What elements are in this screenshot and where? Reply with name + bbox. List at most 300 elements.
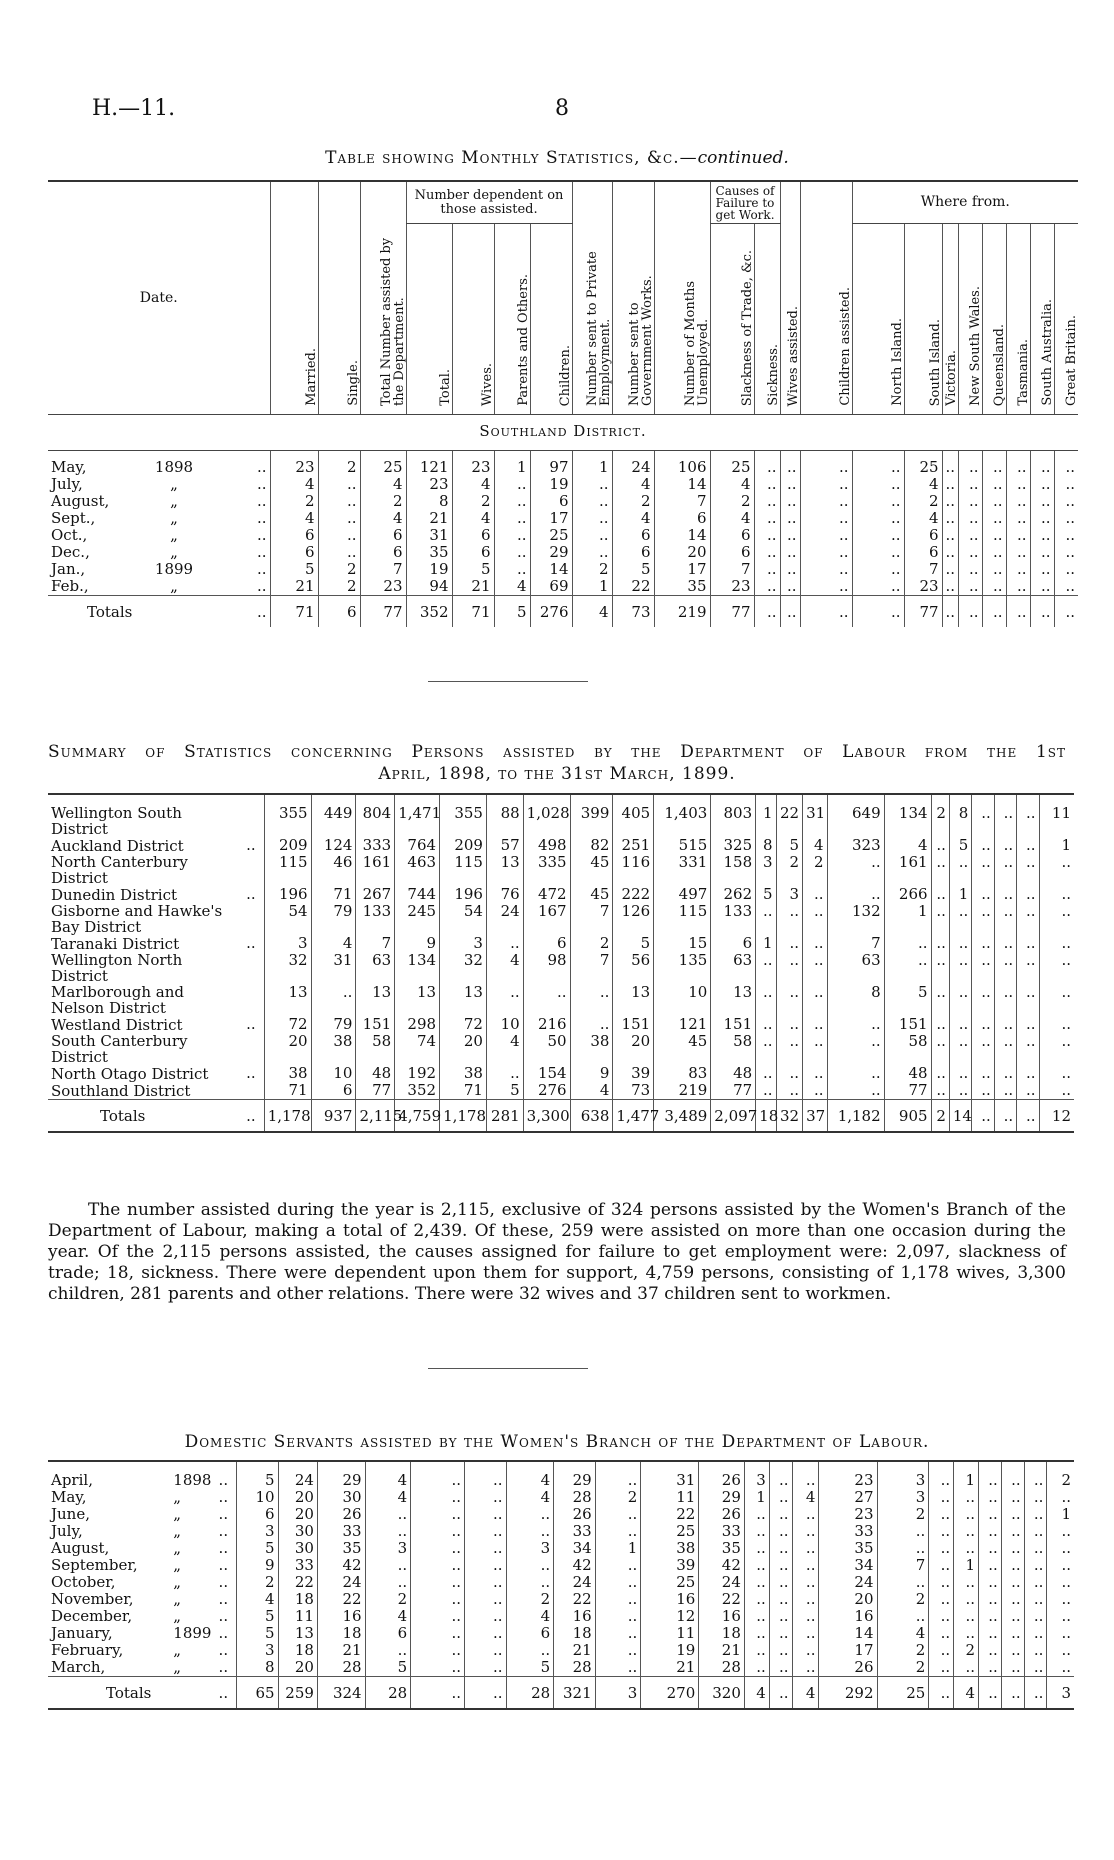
table-cell: ..	[931, 935, 949, 952]
table-cell: 744	[395, 886, 440, 903]
table-cell: 82	[570, 837, 613, 854]
table1-body	[48, 451, 1078, 628]
table-cell: 2	[877, 1642, 929, 1659]
table-cell: 58	[356, 1033, 395, 1065]
table-cell: ..	[994, 854, 1016, 886]
table-cell: ..	[979, 1557, 1002, 1574]
table-cell: ..	[803, 952, 827, 984]
header-wives: Wives.	[479, 362, 495, 406]
table-row	[48, 1540, 1074, 1557]
table-cell: ..	[465, 1557, 506, 1574]
table-cell: 4	[506, 1461, 554, 1489]
table-cell: ..	[1054, 544, 1078, 561]
table-cell: 45	[570, 886, 613, 903]
table-cell: ..	[931, 837, 949, 854]
totals-cell: 638	[570, 1100, 613, 1133]
table-cell: 24	[554, 1574, 595, 1591]
table-cell: 134	[884, 794, 931, 837]
table-cell: ..	[1047, 1608, 1074, 1625]
row-month: March,	[51, 1658, 106, 1676]
table-cell: ..	[929, 1574, 954, 1591]
table-cell: ..	[411, 1506, 465, 1523]
table-cell: ..	[1024, 1608, 1047, 1625]
table-cell: 3	[776, 886, 803, 903]
header-north-island: North Island.	[889, 318, 905, 406]
table-cell: 472	[523, 886, 570, 903]
table-cell: ..	[595, 1642, 641, 1659]
row-district: Taranaki District	[51, 934, 180, 953]
table-cell: ..	[954, 1540, 979, 1557]
table-cell: ..	[744, 1540, 769, 1557]
table-cell: ..	[1054, 561, 1078, 578]
table-cell: 11	[1039, 794, 1074, 837]
table-cell: ..	[769, 1540, 792, 1557]
table-cell: ..	[994, 903, 1016, 935]
table-cell: 29	[317, 1461, 365, 1489]
district-caption: Southland District.	[48, 415, 1078, 451]
table-cell: ..	[958, 451, 982, 477]
header-months: Number of Months Unemployed.	[682, 281, 711, 406]
row-date	[48, 527, 270, 544]
table-cell: ..	[1006, 544, 1030, 561]
table-cell: 4	[486, 952, 523, 984]
table-row	[48, 1489, 1074, 1506]
row-year-dots	[170, 1591, 236, 1608]
row-month: July,	[51, 475, 83, 493]
table-cell: ..	[572, 527, 612, 544]
table-cell: ..	[852, 527, 904, 544]
table-cell: 2	[570, 935, 613, 952]
table-cell: ..	[972, 984, 994, 1016]
table-cell: ..	[979, 1523, 1002, 1540]
table-cell: 24	[612, 451, 654, 477]
table-cell: 3	[237, 1523, 278, 1540]
table-cell: 38	[641, 1540, 699, 1557]
table-cell: ..	[486, 935, 523, 952]
row-month: May,	[51, 1488, 87, 1506]
row-month: September,	[51, 1556, 138, 1574]
table-cell: 2	[954, 1642, 979, 1659]
table-cell: ..	[982, 561, 1006, 578]
row-month: August,	[51, 1539, 110, 1557]
table-cell: 7	[827, 935, 884, 952]
table-cell: 116	[613, 854, 654, 886]
table-cell: ..	[1039, 1065, 1074, 1082]
table-cell: 18	[554, 1625, 595, 1642]
table-cell: 1	[595, 1540, 641, 1557]
row-district: South Canterbury District	[51, 1032, 188, 1066]
table-cell: 2	[904, 493, 942, 510]
table-cell: 3	[877, 1489, 929, 1506]
table-cell: 42	[317, 1557, 365, 1574]
header-total: Total.	[437, 369, 453, 406]
table-cell: ..	[958, 561, 982, 578]
table-cell: ..	[931, 984, 949, 1016]
table-cell: 35	[406, 544, 452, 561]
table-cell: 161	[884, 854, 931, 886]
table-cell: ..	[994, 794, 1016, 837]
table-cell: ..	[931, 886, 949, 903]
table-cell: ..	[365, 1574, 411, 1591]
table-cell: ..	[595, 1461, 641, 1489]
table-cell: 25	[710, 451, 754, 477]
totals-cell: 2,097	[711, 1100, 756, 1133]
row-district: Auckland District	[51, 836, 184, 855]
table-cell: ..	[852, 578, 904, 596]
table-cell: ..	[1054, 527, 1078, 544]
totals-cell: ..	[979, 1677, 1002, 1710]
table-cell: 63	[356, 952, 395, 984]
table-cell: 5	[776, 837, 803, 854]
table-cell: 5	[365, 1659, 411, 1677]
table-cell: ..	[769, 1659, 792, 1677]
table-row	[48, 510, 1078, 527]
table-cell: 6	[311, 1082, 356, 1100]
page-number: 8	[555, 96, 569, 121]
table-cell: ..	[1001, 1506, 1024, 1523]
table-cell: 23	[270, 451, 318, 477]
table-cell: 6	[365, 1625, 411, 1642]
row-dots: ..	[256, 543, 267, 561]
header-south-australia: South Australia.	[1039, 299, 1055, 406]
totals-cell: 14	[949, 1100, 971, 1133]
table-cell: ..	[744, 1557, 769, 1574]
row-month: Sept.,	[51, 509, 96, 527]
totals-cell: 321	[554, 1677, 595, 1710]
table-row	[48, 578, 1078, 596]
table-cell: ..	[1006, 451, 1030, 477]
table-cell: 33	[278, 1557, 317, 1574]
table-cell: ..	[1017, 1016, 1039, 1033]
table-cell: ..	[1054, 510, 1078, 527]
table-cell: 134	[395, 952, 440, 984]
table-cell: 4	[365, 1461, 411, 1489]
totals-cell: 352	[406, 596, 452, 628]
table-cell: 42	[554, 1557, 595, 1574]
table-cell: ..	[931, 854, 949, 886]
table-cell: 58	[884, 1033, 931, 1065]
table-cell: ..	[1024, 1574, 1047, 1591]
table-cell: 7	[904, 561, 942, 578]
table-cell: ..	[744, 1591, 769, 1608]
table-cell: 14	[654, 527, 710, 544]
table-cell: ..	[949, 984, 971, 1016]
table-cell: 4	[365, 1489, 411, 1506]
table-cell: 76	[486, 886, 523, 903]
row-dots: ..	[218, 1590, 229, 1608]
table-cell: 71	[311, 886, 356, 903]
table-cell: 5	[237, 1625, 278, 1642]
totals-cell: ..	[942, 596, 958, 628]
table-cell: 2	[237, 1574, 278, 1591]
table-cell: 2	[612, 493, 654, 510]
table-cell: ..	[979, 1489, 1002, 1506]
table-cell: 23	[904, 578, 942, 596]
table-cell: 22	[554, 1591, 595, 1608]
table-cell: 121	[406, 451, 452, 477]
table-cell: ..	[465, 1506, 506, 1523]
table-cell: ..	[942, 510, 958, 527]
table-cell: 154	[523, 1065, 570, 1082]
table-cell: ..	[318, 493, 360, 510]
table-cell: ..	[494, 476, 530, 493]
table-cell: ..	[942, 578, 958, 596]
table-cell: ..	[769, 1489, 792, 1506]
table-cell: 94	[406, 578, 452, 596]
totals-cell: ..	[1024, 1677, 1047, 1710]
table-cell: ..	[800, 451, 852, 477]
table-cell: ..	[949, 952, 971, 984]
table-cell: 6	[654, 510, 710, 527]
table-cell: 22	[641, 1506, 699, 1523]
table-cell: 4	[506, 1489, 554, 1506]
table-cell: 5	[506, 1659, 554, 1677]
row-dots: ..	[218, 1573, 229, 1591]
table-cell: 3	[756, 854, 776, 886]
table-cell: ..	[803, 984, 827, 1016]
table-cell: ..	[827, 1065, 884, 1082]
table-cell: 405	[613, 794, 654, 837]
table-cell: 2	[1047, 1461, 1074, 1489]
table-cell: 18	[278, 1642, 317, 1659]
table-cell: 3	[506, 1540, 554, 1557]
table-cell: 54	[440, 903, 487, 935]
table-cell: 79	[311, 903, 356, 935]
table-cell: ..	[931, 1082, 949, 1100]
table-cell: ..	[982, 476, 1006, 493]
table-cell: 5	[270, 561, 318, 578]
totals-cell: 2	[931, 1100, 949, 1133]
table-cell: ..	[982, 493, 1006, 510]
table-cell: ..	[972, 794, 994, 837]
table-cell: ..	[1030, 578, 1054, 596]
table-cell: ..	[486, 984, 523, 1016]
totals-row	[48, 1100, 1074, 1133]
header-private: Number sent to Private Employment.	[584, 251, 613, 406]
table-cell: ..	[1024, 1540, 1047, 1557]
table-cell: ..	[929, 1461, 954, 1489]
table-cell: ..	[411, 1523, 465, 1540]
header-great-britain: Great Britain.	[1064, 315, 1080, 406]
table-cell: ..	[954, 1591, 979, 1608]
table-cell: 22	[612, 578, 654, 596]
table-cell: ..	[595, 1625, 641, 1642]
table-cell: ..	[931, 903, 949, 935]
table-cell: ..	[803, 886, 827, 903]
table-cell: 333	[356, 837, 395, 854]
table-cell: 262	[711, 886, 756, 903]
table-cell: ..	[929, 1523, 954, 1540]
table-cell: 1	[494, 451, 530, 477]
table-cell: ..	[1039, 935, 1074, 952]
table-cell: ..	[780, 578, 800, 596]
totals-cell: 3,300	[523, 1100, 570, 1133]
table-cell: 5	[756, 886, 776, 903]
table-cell: 5	[613, 935, 654, 952]
table-cell: ..	[744, 1659, 769, 1677]
table-row	[48, 493, 1078, 510]
table-cell: ..	[982, 544, 1006, 561]
table-cell: 97	[530, 451, 572, 477]
table-cell: ..	[1030, 561, 1054, 578]
table-cell: ..	[769, 1557, 792, 1574]
table-cell: 106	[654, 451, 710, 477]
table-row	[48, 1523, 1074, 1540]
table-cell: ..	[776, 1065, 803, 1082]
row-dots: ..	[218, 1505, 229, 1523]
totals-cell: 1,178	[264, 1100, 311, 1133]
table-cell: 115	[264, 854, 311, 886]
table-cell: ..	[929, 1608, 954, 1625]
totals-cell: 77	[904, 596, 942, 628]
table-cell: ..	[465, 1608, 506, 1625]
table-cell: ..	[1047, 1659, 1074, 1677]
table-cell: ..	[1024, 1506, 1047, 1523]
header-slackness: Slackness of Trade, &c.	[739, 249, 755, 406]
table-cell: ..	[994, 1033, 1016, 1065]
table-cell: 31	[803, 794, 827, 837]
totals-cell: 3	[595, 1677, 641, 1710]
totals-cell: 77	[710, 596, 754, 628]
table-cell: 331	[654, 854, 711, 886]
table-cell: 27	[819, 1489, 877, 1506]
table-cell: 17	[530, 510, 572, 527]
row-year: 1899	[154, 560, 194, 578]
totals-cell: 259	[278, 1677, 317, 1710]
table-cell: ..	[780, 510, 800, 527]
table-cell: ..	[311, 984, 356, 1016]
row-dots: ..	[218, 1624, 229, 1642]
table-cell: ..	[365, 1642, 411, 1659]
row-month: Jan.,	[51, 560, 86, 578]
table-cell: 133	[356, 903, 395, 935]
table-cell: 88	[486, 794, 523, 837]
table-cell: ..	[1054, 578, 1078, 596]
table-cell: 151	[356, 1016, 395, 1033]
table-cell: ..	[852, 476, 904, 493]
table-cell: 196	[264, 886, 311, 903]
row-date	[48, 578, 270, 596]
totals-cell: 32	[776, 1100, 803, 1133]
row-month: Dec.,	[51, 543, 90, 561]
table-cell: ..	[1047, 1574, 1074, 1591]
row-year: „	[173, 1488, 182, 1506]
table-cell: ..	[486, 1065, 523, 1082]
table-cell: 83	[654, 1065, 711, 1082]
table-cell: 19	[406, 561, 452, 578]
row-month: April,	[51, 1471, 93, 1489]
table-cell: 13	[278, 1625, 317, 1642]
table-cell: ..	[776, 1033, 803, 1065]
row-month: May,	[51, 458, 87, 476]
table-cell: 10	[237, 1489, 278, 1506]
table-row	[48, 854, 1074, 886]
table-cell: 16	[317, 1608, 365, 1625]
table-cell: 4	[877, 1625, 929, 1642]
table-row	[48, 544, 1078, 561]
table-cell: 352	[395, 1082, 440, 1100]
table-cell: ..	[465, 1489, 506, 1506]
table-cell: 219	[654, 1082, 711, 1100]
table-cell: 7	[360, 561, 406, 578]
table-cell: 1	[756, 935, 776, 952]
table-cell: ..	[595, 1506, 641, 1523]
table-cell: 14	[654, 476, 710, 493]
table-cell: ..	[979, 1659, 1002, 1677]
table-cell: ..	[803, 1082, 827, 1100]
table-cell: ..	[877, 1574, 929, 1591]
row-year-dots	[170, 1523, 236, 1540]
table-cell: ..	[411, 1461, 465, 1489]
row-dots: ..	[256, 526, 267, 544]
table-cell: ..	[1017, 903, 1039, 935]
row-year: „	[173, 1641, 182, 1659]
table-cell: 3	[744, 1461, 769, 1489]
table-cell: 21	[270, 578, 318, 596]
table-cell: ..	[1047, 1591, 1074, 1608]
totals-dots: ..	[256, 603, 267, 621]
header-sickness: Sickness.	[765, 344, 781, 406]
table-cell: 355	[440, 794, 487, 837]
table-cell: 77	[884, 1082, 931, 1100]
table-cell: 1	[954, 1557, 979, 1574]
table-cell: ..	[929, 1557, 954, 1574]
table-cell: ..	[465, 1523, 506, 1540]
table-cell: ..	[780, 544, 800, 561]
table-cell: ..	[972, 886, 994, 903]
table-cell: 7	[570, 903, 613, 935]
table2-title-line1: Summary of Statistics concerning Persons assisted by the Department of Labour from the 1st	[48, 742, 1066, 762]
table-cell: 2	[318, 451, 360, 477]
table-cell: ..	[792, 1506, 819, 1523]
table-cell: ..	[929, 1625, 954, 1642]
table-cell: ..	[1047, 1557, 1074, 1574]
table-cell: 28	[699, 1659, 745, 1677]
row-date	[48, 544, 270, 561]
table-cell: 21	[641, 1659, 699, 1677]
table-cell: 6	[360, 544, 406, 561]
table-cell: ..	[954, 1523, 979, 1540]
table-cell: ..	[954, 1489, 979, 1506]
table-cell: ..	[1006, 578, 1030, 596]
table-cell: ..	[827, 1082, 884, 1100]
table-cell: 18	[278, 1591, 317, 1608]
row-year-dots	[170, 1608, 236, 1625]
table-cell: 8	[237, 1659, 278, 1677]
table-cell: ..	[982, 510, 1006, 527]
header-married: Married.	[303, 348, 319, 406]
table-cell: ..	[958, 510, 982, 527]
table-cell: 6	[237, 1506, 278, 1523]
table-cell: ..	[931, 1016, 949, 1033]
table-cell: ..	[803, 903, 827, 935]
table-cell: ..	[852, 451, 904, 477]
totals-dots: ..	[242, 1100, 264, 1133]
header-where-group: Where from.	[852, 181, 1078, 224]
table-cell: ..	[756, 952, 776, 984]
table-cell: 21	[406, 510, 452, 527]
table-cell: ..	[972, 837, 994, 854]
table-cell: ..	[465, 1625, 506, 1642]
table-cell: ..	[595, 1591, 641, 1608]
row-year-dots	[170, 1557, 236, 1574]
totals-cell: 219	[654, 596, 710, 628]
table-cell: ..	[318, 544, 360, 561]
table-cell: 50	[523, 1033, 570, 1065]
table-cell: 4	[904, 476, 942, 493]
table-cell: 30	[278, 1540, 317, 1557]
table-cell: 1	[744, 1489, 769, 1506]
